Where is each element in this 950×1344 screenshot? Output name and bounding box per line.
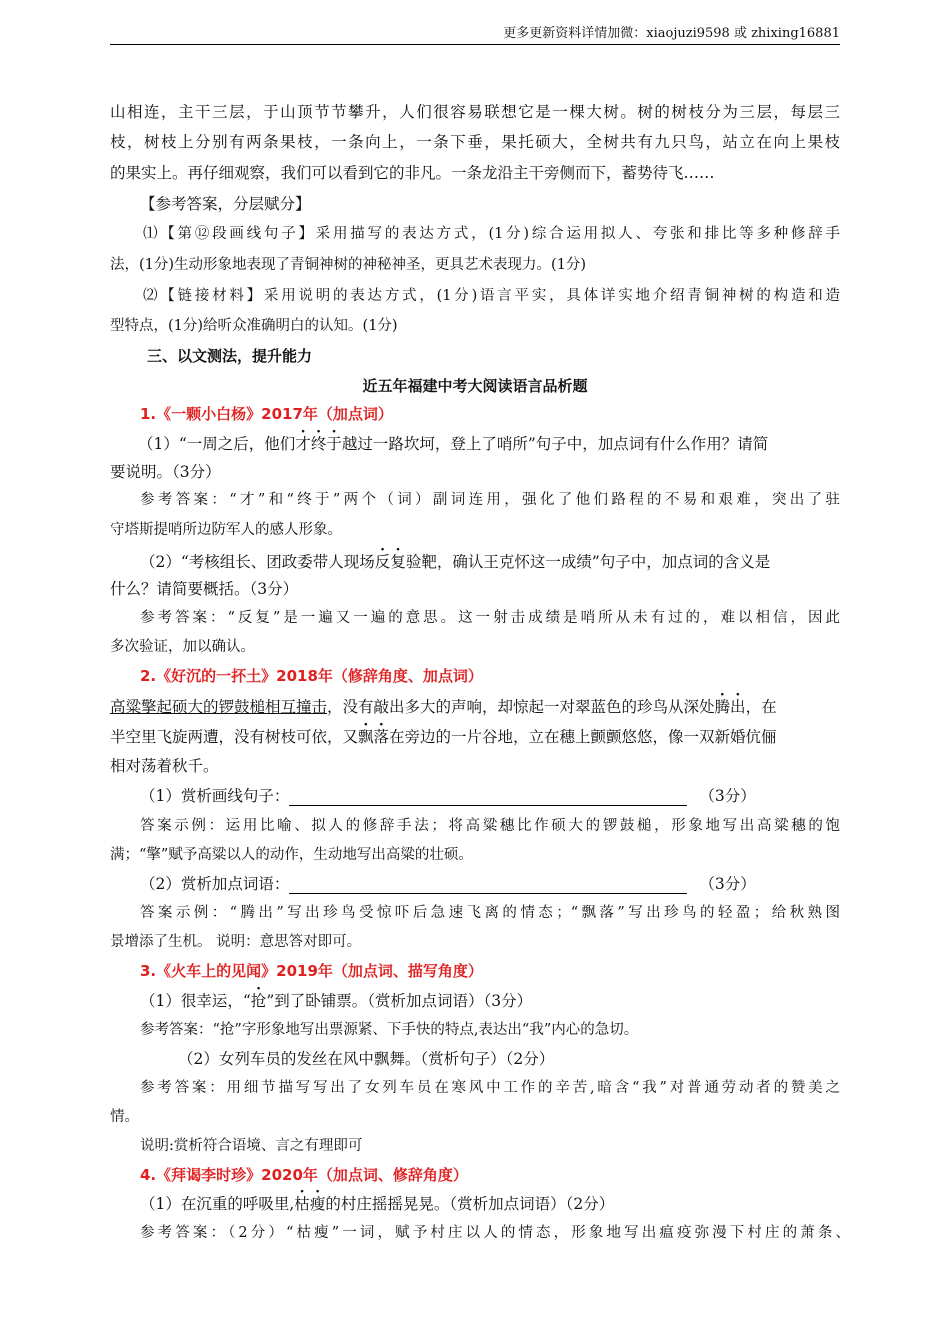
q1-answer2-line1: 参考答案：“反复”是一遍又一遍的意思。这一射击成绩是哨所从未有过的，难以相信，因此 [140, 610, 840, 626]
q1-sub2 [140, 552, 840, 572]
q1-dot-word: 复 [390, 553, 406, 571]
q3-note: 说明:赏析符合语境、言之有理即可 [140, 1138, 363, 1154]
intro-line-3: 的果实上。再仔细观察，我们可以看到它的非凡。一条龙沿主干旁侧而下，蓄势待飞…… [110, 164, 715, 182]
q2-passage-mid: ，没有敲出多大的声响，却惊起一对翠蓝色的珍鸟从深处 [327, 698, 715, 716]
q2-passage-line3: 相对荡着秋千。 [110, 757, 219, 775]
q2-passage-l2-post: 在旁边的一片谷地，立在穗上颤颤悠悠，像一双新婚伉俪 [389, 728, 777, 746]
q2-sub1 [140, 786, 840, 806]
q2-sub1-label: （1）赏析画线句子： [140, 787, 290, 805]
section-heading: 三、以文测法，提升能力 [147, 347, 313, 365]
intro-line-2: 枝，树枝上分别有两条果枝，一条向上，一条下垂，果托硕大，全树共有九只鸟，站立在向上果枝 [110, 133, 840, 151]
q1-answer1-line2: 守塔斯提哨所边防军人的感人形象。 [110, 522, 342, 538]
subtitle: 近五年福建中考大阅读语言品析题 [362, 377, 588, 395]
q4-title: 4.《拜谒李时珍》2020年（加点词、修辞角度） [140, 1166, 468, 1184]
q1-dot-word: 才 [295, 435, 311, 453]
q2-underlined-sentence: 高粱擎起硕大的锣鼓槌相互撞击 [110, 698, 328, 716]
q1-answer2-line2: 多次验证，加以确认。 [110, 639, 255, 655]
q2-sub1-score: （3分） [699, 787, 756, 805]
q3-sub1-pre: （1）很幸运，“ [140, 992, 251, 1010]
q1-answer1-line1: 参考答案：“才”和“终于”两个（词）副词连用，强化了他们路程的不易和艰难，突出了驻 [140, 492, 840, 508]
q1-title: 1.《一颗小白杨》2017年（加点词） [140, 405, 393, 423]
q1-dot-word: 反 [374, 553, 391, 571]
q4-dot-word: 瘦 [309, 1195, 326, 1213]
ref-point-1a: ⑴【第⑫段画线句子】采用描写的表达方式，(1分)综合运用拟人、夸张和排比等多种修辞手 [143, 226, 840, 242]
q3-dot-word: 抢 [250, 992, 267, 1010]
ref-point-2b: 型特点，(1分)给听众准确明白的认知。(1分) [110, 318, 398, 334]
q2-answer2-line1: 答案示例：“腾出”写出珍鸟受惊吓后急速飞离的情态；“飘落”写出珍鸟的轻盈；给秋熟图 [140, 905, 840, 921]
intro-line-1: 山相连，主干三层，于山顶节节攀升，人们很容易联想它是一棵大树。树的树枝分为三层，每层三 [110, 103, 840, 121]
q2-answer1-line2: 满；“擎”赋予高粱以人的动作，生动地写出高粱的壮硕。 [110, 847, 473, 863]
q2-sub2-score: （3分） [699, 875, 756, 893]
q1-sub1-post: 越过一路坎坷，登上了哨所”句子中，加点词有什么作用？请简 [341, 435, 769, 453]
q1-sub2-post: 验靶，确认王克怀这一成绩”句子中，加点词的含义是 [405, 553, 771, 571]
q1-sub2-line2: 什么？请简要概括。（3分） [110, 580, 299, 598]
q4-dot-word: 枯 [294, 1195, 310, 1213]
ref-answer-title: 【参考答案，分层赋分】 [140, 195, 311, 213]
q2-title: 2.《好沉的一抔土》2018年（修辞角度、加点词） [140, 667, 483, 685]
q2-answer2-line2: 景增添了生机。 说明：意思答对即可。 [110, 934, 362, 950]
ref-point-1b: 法，(1分)生动形象地表现了青铜神树的神秘神圣，更具艺术表现力。(1分) [110, 257, 587, 273]
ref-point-2a: ⑵【链接材料】采用说明的表达方式，(1分)语言平实，具体详实地介绍青铜神树的构造和造 [143, 288, 840, 304]
q2-dot-word: 落 [373, 728, 390, 746]
q3-sub1-post: ”到了卧铺票。（赏析加点词语）（3分） [266, 992, 533, 1010]
q1-sub1 [138, 434, 840, 454]
q2-dot-word: 飘 [358, 728, 374, 746]
q2-passage-line2 [110, 727, 840, 747]
q1-sub1-pre: （1）“一周之后，他们 [138, 435, 296, 453]
q2-passage-l2-pre: 半空里飞旋两遭，没有树枝可依，又 [110, 728, 359, 746]
q4-answer1: 参考答案：（2分）“枯瘦”一词，赋予村庄以人的情态，形象地写出瘟疫弥漫下村庄的萧条、 [140, 1225, 850, 1241]
q3-sub2: （2）女列车员的发丝在风中飘舞。（赏析句子）（2分） [178, 1050, 555, 1068]
q4-sub1 [140, 1194, 870, 1214]
q2-passage-end: ，在 [745, 698, 777, 716]
q2-dot-word: 出 [730, 698, 746, 716]
q2-answer1-line1: 答案示例：运用比喻、拟人的修辞手法；将高粱穗比作硕大的锣鼓槌，形象地写出高粱穗的饱 [140, 818, 840, 834]
q3-answer1: 参考答案：“抢”字形象地写出票源紧、下手快的特点,表达出“我”内心的急切。 [140, 1022, 639, 1038]
q2-passage-line1 [110, 697, 840, 717]
page-header: 更多更新资料详情加微：xiaojuzi9598 或 zhixing16881 [110, 22, 840, 45]
q2-sub2 [140, 874, 840, 894]
q3-sub1 [140, 991, 870, 1011]
q2-answer-blank-1[interactable] [289, 791, 687, 806]
q1-dot-word: 于 [326, 435, 342, 453]
q2-answer-blank-2[interactable] [289, 879, 687, 894]
q3-answer2-line1: 参考答案：用细节描写写出了女列车员在寒风中工作的辛苦,暗含“我”对普通劳动者的赞美之 [140, 1080, 840, 1096]
q3-answer2-line2: 情。 [110, 1109, 139, 1125]
q1-sub1-line2: 要说明。（3分） [110, 463, 221, 481]
q4-sub1-post: 的村庄摇摇晃晃。（赏析加点词语）（2分） [325, 1195, 615, 1213]
q1-sub2-pre: （2）“考核组长、团政委带人现场 [140, 553, 375, 571]
q2-dot-word: 腾 [714, 698, 731, 716]
q3-title: 3.《火车上的见闻》2019年（加点词、描写角度） [140, 962, 483, 980]
q4-sub1-pre: （1）在沉重的呼吸里, [140, 1195, 295, 1213]
q1-dot-word: 终 [310, 435, 327, 453]
q2-sub2-label: （2）赏析加点词语： [140, 875, 290, 893]
